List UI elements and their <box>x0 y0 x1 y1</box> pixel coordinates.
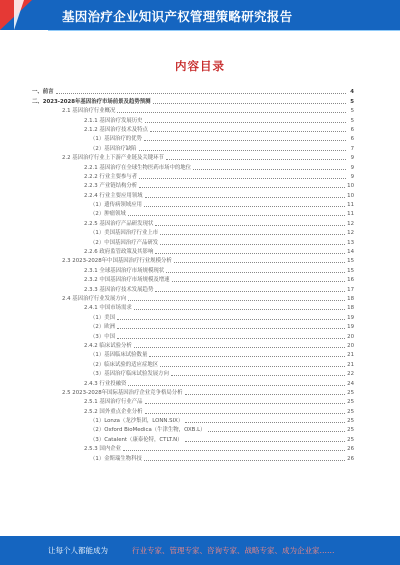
toc-dot-leader <box>134 347 345 348</box>
toc-dot-leader <box>145 403 346 404</box>
toc-entry-text: （3）Catalent（康泰伦特，CTLT.N） <box>90 436 183 443</box>
toc-page-number: 21 <box>347 352 354 359</box>
toc-dot-leader <box>155 291 345 292</box>
toc-dot-leader <box>149 356 345 357</box>
toc-dot-leader <box>172 281 346 282</box>
toc-dot-leader <box>185 394 346 395</box>
toc-entry-text: 2.4.1 中国市场需求 <box>84 305 132 312</box>
toc-entry-text: 2.1.1 基因治疗发展历史 <box>84 117 143 124</box>
toc-dot-leader <box>150 131 346 132</box>
toc-page-number: 12 <box>347 230 354 237</box>
toc-entry[interactable] <box>28 152 354 161</box>
toc-dot-leader <box>144 460 345 461</box>
toc-entry[interactable] <box>28 274 354 283</box>
toc-dot-leader <box>193 169 346 170</box>
toc-dot-leader <box>128 385 345 386</box>
footer-slogan-left: 让每个人都能成为 <box>48 546 108 555</box>
toc-page-number: 6 <box>350 126 354 133</box>
toc-entry-text: （1）遗传病领域应用 <box>90 202 142 209</box>
toc-page-number: 22 <box>347 371 354 378</box>
toc-entry-text: 2.4.2 临床试验分析 <box>84 342 132 349</box>
toc-page-number: 9 <box>350 155 354 162</box>
header-white-stripe <box>14 0 24 30</box>
toc-page-number: 11 <box>347 211 354 218</box>
toc-entry[interactable] <box>28 171 354 180</box>
toc-entry-text: 2.1 基因治疗行业概况 <box>62 108 116 115</box>
toc-page-number: 12 <box>347 220 354 227</box>
toc-page-number: 21 <box>347 361 354 368</box>
toc-dot-leader <box>139 187 345 188</box>
toc-dot-leader <box>117 338 345 339</box>
toc-page-number: 10 <box>347 183 354 190</box>
toc-dot-leader <box>155 225 345 226</box>
toc-entry-text: （2）临床试验的适应症地区 <box>90 361 159 368</box>
toc-entry-text: （1）美国基因治疗行业上市 <box>90 230 159 237</box>
toc-page-number: 5 <box>350 117 354 124</box>
toc-dot-leader <box>160 244 345 245</box>
toc-dot-leader <box>139 178 346 179</box>
toc-page-number: 25 <box>347 418 354 425</box>
toc-entry-text: （1）基因治疗的优势 <box>90 136 142 143</box>
toc-entry[interactable] <box>28 227 354 236</box>
toc-entry-text: 2.3.1 全球基因治疗市场规模现状 <box>84 267 165 274</box>
footer-banner <box>0 536 400 565</box>
toc-entry[interactable] <box>28 349 354 358</box>
toc-dot-leader <box>155 253 345 254</box>
toc-entry-text: 2.4.3 行业投融资 <box>84 380 127 387</box>
toc-page-number: 25 <box>347 399 354 406</box>
toc-entry[interactable] <box>28 180 354 189</box>
toc-entry-text: 2.1.2 基因治疗技术及特点 <box>84 126 148 133</box>
toc-entry-text: （3）中国 <box>90 333 115 340</box>
toc-dot-leader <box>145 122 346 123</box>
toc-entry[interactable] <box>28 405 354 414</box>
toc-entry[interactable] <box>28 330 354 339</box>
toc-entry[interactable] <box>28 236 354 245</box>
toc-entry[interactable] <box>28 246 354 255</box>
toc-entry-text: 2.3.2 中国基因治疗市场规模及增速 <box>84 277 170 284</box>
toc-page-number: 20 <box>347 342 354 349</box>
toc-entry-text: （2）中国基因治疗产品研发 <box>90 239 159 246</box>
toc-entry[interactable] <box>28 368 354 377</box>
toc-entry[interactable] <box>28 321 354 330</box>
toc-page-number: 25 <box>347 389 354 396</box>
toc-entry[interactable] <box>28 264 354 273</box>
toc-dot-leader <box>117 319 345 320</box>
toc-dot-leader <box>185 441 346 442</box>
toc-entry-text: 2.5.3 国内企业 <box>84 446 121 453</box>
toc-entry[interactable] <box>28 340 354 349</box>
toc-entry-text: 一、前言 <box>32 89 54 96</box>
toc-page-number: 5 <box>350 98 354 105</box>
toc-entry[interactable] <box>28 208 354 217</box>
toc-dot-leader <box>123 450 345 451</box>
toc-page-number: 6 <box>350 136 354 143</box>
toc-entry[interactable] <box>28 217 354 226</box>
toc-page-number: 25 <box>347 436 354 443</box>
toc-entry-text: 2.2.1 基因治疗在全球生物医药市场中的地位 <box>84 164 192 171</box>
toc-page-number: 24 <box>347 380 354 387</box>
toc-dot-leader <box>166 272 345 273</box>
toc-page-number: 18 <box>347 305 354 312</box>
header-banner <box>0 0 400 30</box>
toc-page-number: 5 <box>350 108 354 115</box>
toc-entry[interactable] <box>28 293 354 302</box>
toc-page-number: 9 <box>350 173 354 180</box>
toc-entry-text: 2.2.6 政府监管政策及其影响 <box>84 249 154 256</box>
toc-page-number: 19 <box>347 314 354 321</box>
toc-entry[interactable] <box>28 95 354 104</box>
toc-entry[interactable] <box>28 387 354 396</box>
toc-dot-leader <box>160 234 345 235</box>
toc-entry[interactable] <box>28 358 354 367</box>
toc-dot-leader <box>117 328 345 329</box>
toc-page-number: 26 <box>347 455 354 462</box>
report-title: 基因治疗企业知识产权管理策略研究报告 <box>62 9 293 24</box>
footer-slogan-right: 行业专家、管理专家、咨询专家、战略专家、成为企业家…… <box>132 546 335 555</box>
toc-dot-leader <box>144 140 346 141</box>
toc-entry-text: 2.5 2023-2028年国际基因治疗企业竞争格局分析 <box>62 389 183 396</box>
toc-page-number: 26 <box>347 446 354 453</box>
toc-heading: 内容目录 <box>175 59 225 73</box>
toc-entry-text: 2.3 2023-2028年中国基因治疗行业规模分析 <box>62 258 172 265</box>
toc-entry[interactable] <box>28 142 354 151</box>
toc-dot-leader <box>56 93 346 94</box>
toc-entry-text: 2.5.2 国外重点企业分析 <box>84 408 143 415</box>
toc-page-number: 25 <box>347 408 354 415</box>
toc-entry[interactable] <box>28 443 354 452</box>
toc-entry[interactable] <box>28 396 354 405</box>
toc-entry[interactable] <box>28 114 354 123</box>
toc-dot-leader <box>174 262 345 263</box>
toc-entry[interactable] <box>28 415 354 424</box>
toc-page-number: 20 <box>347 333 354 340</box>
toc-dot-leader <box>117 112 346 113</box>
toc-entry[interactable] <box>28 255 354 264</box>
toc-entry-text: 2.2.4 行业主要应用领域 <box>84 192 143 199</box>
table-of-contents <box>28 86 354 462</box>
toc-page-number: 4 <box>350 89 354 96</box>
toc-entry[interactable] <box>28 199 354 208</box>
toc-page-number: 10 <box>347 192 354 199</box>
toc-dot-leader <box>128 300 345 301</box>
toc-entry[interactable] <box>28 105 354 114</box>
toc-entry[interactable] <box>28 86 354 95</box>
toc-dot-leader <box>166 159 346 160</box>
toc-entry-text: （1）基因临床试验数量 <box>90 352 148 359</box>
toc-entry[interactable] <box>28 189 354 198</box>
toc-page-number: 25 <box>347 427 354 434</box>
toc-entry[interactable] <box>28 377 354 386</box>
toc-entry[interactable] <box>28 433 354 442</box>
toc-entry[interactable] <box>28 302 354 311</box>
toc-entry-text: 2.2.2 行业主要参与者 <box>84 173 138 180</box>
toc-entry-text: （1）美国 <box>90 314 115 321</box>
toc-dot-leader <box>160 366 345 367</box>
header-divider <box>48 30 400 31</box>
toc-entry[interactable] <box>28 452 354 461</box>
toc-entry-text: （1）Lonza（龙沙集团，LONN.SIX） <box>90 418 184 425</box>
toc-page-number: 15 <box>347 258 354 265</box>
toc-entry[interactable] <box>28 311 354 320</box>
toc-entry-text: 二、2023-2028年基因治疗市场前景及趋势预测 <box>32 98 151 105</box>
toc-entry-text: 2.2.3 产业链结构分析 <box>84 183 138 190</box>
toc-dot-leader <box>145 413 346 414</box>
toc-page-number: 7 <box>350 145 354 152</box>
toc-entry-text: 2.2 基因治疗行业上下游产业链及关键环节 <box>62 155 164 162</box>
toc-page-number: 14 <box>347 249 354 256</box>
toc-page-number: 13 <box>347 239 354 246</box>
toc-entry-text: 2.2.5 基因治疗产品研发现状 <box>84 220 154 227</box>
toc-entry[interactable] <box>28 283 354 292</box>
toc-dot-leader <box>134 309 345 310</box>
toc-entry-text: 2.3.3 基因治疗技术发展趋势 <box>84 286 154 293</box>
toc-dot-leader <box>171 375 345 376</box>
toc-dot-leader <box>144 206 345 207</box>
toc-entry-text: （2）Oxford BioMedica（牛津生物，OXB.L） <box>90 427 206 434</box>
toc-entry-text: （2）肿瘤领域 <box>90 211 126 218</box>
toc-entry-text: （1）金斯瑞生物科技 <box>90 455 142 462</box>
toc-dot-leader <box>139 150 346 151</box>
toc-page-number: 15 <box>347 267 354 274</box>
toc-dot-leader <box>145 197 346 198</box>
toc-dot-leader <box>208 431 346 432</box>
toc-page-number: 9 <box>350 164 354 171</box>
toc-page-number: 17 <box>347 286 354 293</box>
toc-entry[interactable] <box>28 161 354 170</box>
toc-entry-text: （3）基因治疗临床试验发展方向 <box>90 371 169 378</box>
toc-entry-text: （2）基因治疗缺陷 <box>90 145 137 152</box>
toc-entry-text: （2）欧洲 <box>90 324 115 331</box>
toc-entry[interactable] <box>28 133 354 142</box>
toc-dot-leader <box>153 103 347 104</box>
toc-entry[interactable] <box>28 424 354 433</box>
toc-entry-text: 2.5.1 基因治疗行业产品 <box>84 399 143 406</box>
toc-dot-leader <box>185 422 345 423</box>
toc-page-number: 19 <box>347 324 354 331</box>
toc-entry-text: 2.4 基因治疗行业发展方向 <box>62 295 127 302</box>
toc-page-number: 16 <box>347 277 354 284</box>
toc-page-number: 11 <box>347 202 354 209</box>
toc-dot-leader <box>128 215 345 216</box>
toc-page-number: 18 <box>347 295 354 302</box>
toc-entry[interactable] <box>28 124 354 133</box>
